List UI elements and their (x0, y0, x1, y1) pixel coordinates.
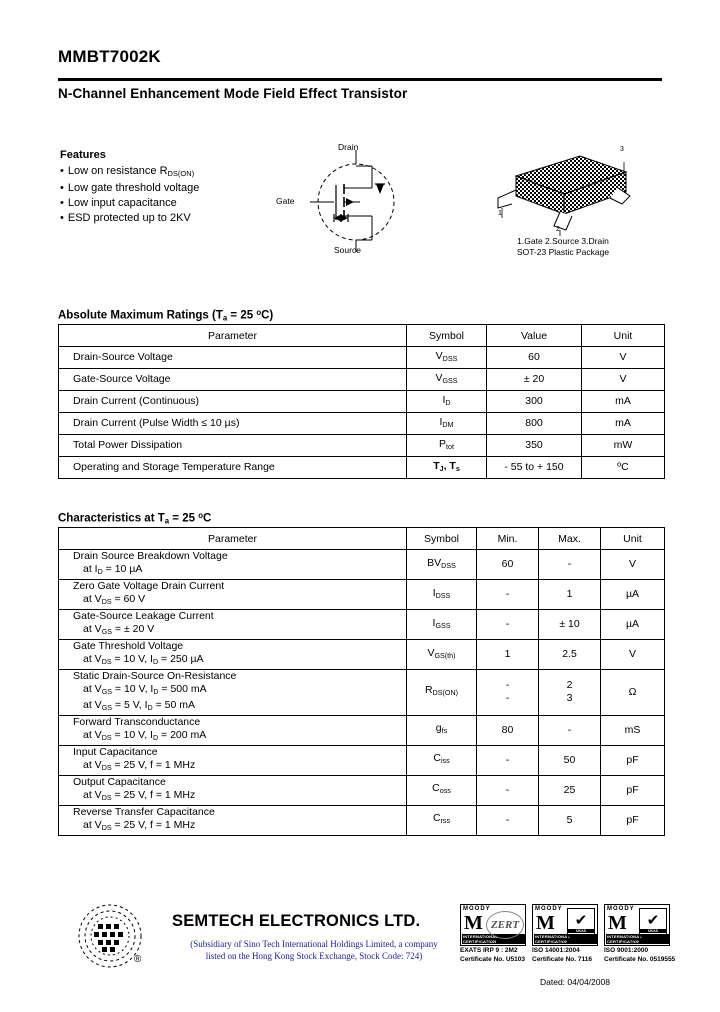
symbol-base: V (435, 349, 443, 362)
cell-symbol (407, 550, 477, 580)
table-row (59, 347, 665, 369)
cell-min: - (477, 610, 539, 640)
abs-caption-suffix: = 25 (227, 309, 257, 322)
cell-symbol (407, 715, 477, 745)
table-row (59, 413, 665, 435)
column-header-max: Max. (539, 528, 601, 550)
column-header-unit: Unit (601, 528, 665, 550)
cell-unit: V (582, 347, 665, 369)
cert-ukas-label: UKAS (568, 929, 594, 933)
table-row (59, 775, 665, 805)
symbol-sub: tot (446, 442, 454, 451)
cell-max: 2.5 (539, 640, 601, 670)
cell-value: ± 20 (487, 369, 582, 391)
cell-max-1: 2 (566, 679, 573, 692)
symbol-sub: rss (440, 816, 451, 825)
cell-symbol (407, 775, 477, 805)
package-pin-3-label: 3 (620, 146, 624, 153)
cell-symbol (407, 640, 477, 670)
param-title: Output Capacitance (73, 775, 166, 788)
cert-caption-line-1: EXATS IRP 9 : 2M2 (460, 947, 518, 954)
package-pin-2-label: 2 (556, 226, 560, 233)
char-caption-suffix: = 25 (169, 512, 199, 525)
cell-symbol (407, 805, 477, 835)
cell-parameter: Drain Current (Pulse Width ≤ 10 µs) (59, 413, 407, 435)
column-header-parameter: Parameter (59, 325, 407, 347)
symbol-sub: GS(th) (434, 651, 456, 660)
feature-item (60, 164, 280, 181)
symbol-base: C (432, 812, 441, 825)
certification-logos (460, 904, 676, 974)
cell-max-2: 3 (566, 692, 573, 705)
table-row (59, 435, 665, 457)
symbol-base: I (439, 415, 443, 428)
features-heading: Features (60, 149, 106, 161)
symbol-base: I (432, 586, 436, 599)
certification-badge (460, 904, 526, 964)
document-date: Dated: 04/04/2008 (540, 977, 610, 987)
cert-caption-line-2: Certificate No. 7116 (532, 956, 592, 963)
param-condition: at $V_{DS} = 10$ V, $I_D = 250$ µA (83, 653, 204, 666)
cert-ukas-box (639, 908, 667, 944)
cell-unit: V (601, 640, 665, 670)
package-caption (468, 236, 658, 258)
cell-parameter: Drain Current (Continuous) (59, 391, 407, 413)
symbol-base: C (433, 752, 441, 765)
cell-symbol (407, 347, 487, 369)
symbol-base: I (442, 393, 446, 406)
abs-caption-sub: a (222, 313, 228, 323)
symbol-sub-2: s (455, 464, 460, 473)
param-condition-2: at $V_{GS} = 5$ V, $I_D = 50$ mA (83, 698, 195, 712)
symbol-base: C (432, 782, 440, 795)
cert-ukas-label: UKAS (640, 929, 666, 933)
cell-unit: mA (582, 391, 665, 413)
cell-unit: mW (582, 435, 665, 457)
symbol-sub: D (445, 398, 451, 407)
symbol-sub: fs (441, 726, 448, 735)
cell-unit: Ω (601, 670, 665, 716)
registered-trademark-icon: ® (134, 954, 142, 965)
cell-max: ± 10 (539, 610, 601, 640)
cell-symbol (407, 413, 487, 435)
cell-value: 800 (487, 413, 582, 435)
cell-value: 60 (487, 347, 582, 369)
param-condition: at $V_{DS} = 10$ V, $I_D = 200$ mA (83, 728, 207, 742)
cell-min: - (477, 745, 539, 775)
sot23-package-svg (468, 142, 658, 238)
cert-badge-box (460, 904, 526, 946)
abs-caption-degree: o (256, 308, 262, 317)
cell-min: - (477, 775, 539, 805)
cell-unit: V (601, 550, 665, 580)
bullet-icon: • (60, 181, 64, 194)
cert-ukas-box (567, 908, 595, 944)
symbol-sub: GSS (435, 621, 451, 630)
cert-org-label: INTERNATIONAL CERTIFICATION (606, 934, 669, 944)
symbol-sub: DSS (435, 591, 451, 600)
cell-parameter (59, 670, 407, 716)
cell-unit: pF (601, 775, 665, 805)
cert-org-label: INTERNATIONAL CERTIFICATION (534, 934, 597, 944)
param-title: Gate Threshold Voltage (73, 640, 184, 653)
param-condition: at $V_{DS} = 25$ V, f = 1 MHz (83, 758, 196, 772)
cell-unit: pF (601, 745, 665, 775)
cell-parameter (59, 640, 407, 670)
cell-max: 25 (539, 775, 601, 805)
table-row (59, 640, 665, 670)
param-title: Zero Gate Voltage Drain Current (73, 580, 225, 593)
param-condition: at $V_{GS} = 10$ V, $I_D = 500$ mA (83, 683, 207, 696)
cell-value: - 55 to + 150 (487, 457, 582, 479)
column-header-parameter: Parameter (59, 528, 407, 550)
table-row (59, 670, 665, 716)
table-row (59, 391, 665, 413)
cell-symbol (407, 457, 487, 479)
cell-parameter (59, 805, 407, 835)
feature-item (60, 211, 280, 226)
cell-unit: mS (601, 715, 665, 745)
cell-value: 350 (487, 435, 582, 457)
cert-caption-line-2: Certificate No. U5103 (460, 956, 526, 963)
cell-symbol (407, 391, 487, 413)
cert-caption-line-1: ISO 9001:2000 (604, 947, 649, 954)
cell-symbol (407, 369, 487, 391)
symbol-sub: J (439, 464, 444, 473)
abs-caption-unit: C) (261, 309, 274, 322)
cert-caption-line-1: ISO 14001:2004 (532, 947, 580, 954)
symbol-base-2: , T (443, 459, 456, 472)
cell-value: 300 (487, 391, 582, 413)
semtech-logo (76, 902, 148, 974)
subsidiary-line-2: listed on the Hong Kong Stock Exchange, Stock Code: 724) (205, 951, 423, 961)
feature-item (60, 196, 280, 211)
cell-min: 60 (477, 550, 539, 580)
cell-unit: µA (601, 610, 665, 640)
absolute-max-heading (58, 308, 273, 322)
cell-max: - (539, 715, 601, 745)
cell-unit: mA (582, 413, 665, 435)
cell-parameter: Operating and Storage Temperature Range (59, 457, 407, 479)
characteristics-heading (58, 511, 211, 525)
cert-brand-label: MOODY (463, 906, 491, 912)
table-row (59, 369, 665, 391)
symbol-sub: oss (439, 786, 451, 795)
table-row (59, 805, 665, 835)
feature-text: Low gate threshold voltage (67, 181, 200, 194)
page-subtitle: N-Channel Enhancement Mode Field Effect Transistor (58, 86, 408, 101)
cell-unit: pF (601, 805, 665, 835)
symbol-base: I (432, 616, 436, 629)
symbol-sub: DM (442, 420, 454, 429)
cert-monogram: M (536, 912, 555, 934)
company-subsidiary-note (164, 938, 464, 962)
page-title: MMBT7002K (58, 47, 161, 66)
cell-parameter (59, 580, 407, 610)
cell-parameter (59, 610, 407, 640)
feature-text: Low input capacitance (67, 196, 177, 209)
cert-brand-label: MOODY (607, 906, 635, 912)
cell-symbol (407, 435, 487, 457)
mosfet-symbol-diagram (276, 140, 436, 265)
absolute-maximum-ratings-table (58, 324, 665, 479)
table-row (59, 715, 665, 745)
table-row (59, 745, 665, 775)
symbol-base: P (439, 437, 447, 450)
cert-badge-box (532, 904, 598, 946)
feature-item (60, 181, 280, 196)
cell-parameter (59, 715, 407, 745)
cell-min: - (477, 580, 539, 610)
param-condition: at $V_{DS} = 25$ V, f = 1 MHz (83, 788, 196, 802)
cell-unit: ºC (582, 457, 665, 479)
char-caption-unit: C (202, 512, 212, 525)
column-header-symbol: Symbol (407, 528, 477, 550)
crown-tick-icon: ✔ (646, 912, 660, 929)
cell-min-1: - (505, 679, 510, 692)
package-pin-caption: 1.Gate 2.Source 3.Drain (517, 236, 609, 246)
param-title: Reverse Transfer Capacitance (73, 805, 215, 818)
cell-max: 5 (539, 805, 601, 835)
cell-max: 50 (539, 745, 601, 775)
feature-text: ESD protected up to 2KV (67, 211, 191, 224)
param-condition: at $V_{DS} = 60$ V (83, 593, 146, 606)
certification-badge (532, 904, 598, 964)
characteristics-table (58, 527, 665, 836)
symbol-base: T (433, 459, 440, 472)
table-header-row (59, 325, 665, 347)
param-title: Forward Transconductance (73, 715, 201, 728)
page-footer (0, 896, 720, 1012)
cell-max: 1 (539, 580, 601, 610)
symbol-base: R (425, 684, 433, 697)
cell-min: 80 (477, 715, 539, 745)
cell-parameter: Gate-Source Voltage (59, 369, 407, 391)
table-header-row (59, 528, 665, 550)
feature-subscript: DS(ON) (167, 168, 195, 178)
param-title: Drain Source Breakdown Voltage (73, 550, 228, 563)
bullet-icon: • (60, 165, 64, 177)
cell-symbol (407, 580, 477, 610)
param-condition: at $I_D = 10$ µA (83, 563, 143, 576)
subsidiary-line-1: (Subsidiary of Sino Tech International Holdings Limited, a company (190, 939, 438, 949)
symbol-base: BV (427, 556, 442, 569)
symbol-drain-label: Drain (338, 142, 359, 152)
cert-caption-line-2: Certificate No. 0519555 (604, 956, 676, 963)
bullet-icon: • (60, 211, 64, 224)
symbol-gate-label: Gate (276, 196, 295, 206)
param-title: Input Capacitance (73, 745, 158, 758)
symbol-source-label: Source (334, 245, 361, 255)
param-title: Gate-Source Leakage Current (73, 610, 214, 623)
package-type-caption: SOT-23 Plastic Package (516, 247, 610, 257)
cell-symbol (407, 670, 477, 716)
cell-unit: µA (601, 580, 665, 610)
cell-symbol (407, 610, 477, 640)
feature-text: Low on resistance R (67, 165, 168, 177)
symbol-sub: DS(ON) (432, 689, 458, 698)
column-header-value: Value (487, 325, 582, 347)
cert-monogram: M (608, 912, 627, 934)
cell-max (539, 670, 601, 716)
symbol-sub: GSS (442, 376, 458, 385)
features-block (60, 149, 280, 226)
package-drawing (468, 142, 658, 267)
cell-parameter: Drain-Source Voltage (59, 347, 407, 369)
cert-brand-label: MOODY (535, 906, 563, 912)
cell-parameter (59, 775, 407, 805)
column-header-min: Min. (477, 528, 539, 550)
symbol-base: g (435, 722, 442, 735)
package-pin-1-label: 1 (498, 210, 502, 217)
cell-symbol (407, 745, 477, 775)
cell-parameter (59, 745, 407, 775)
abs-caption-prefix: Absolute Maximum Ratings (T (58, 309, 223, 322)
param-condition: at $V_{DS} = 25$ V, f = 1 MHz (83, 818, 196, 832)
symbol-sub: DSS (442, 354, 458, 363)
cell-min-2: - (505, 692, 510, 705)
char-caption-degree: o (198, 511, 203, 520)
column-header-symbol: Symbol (407, 325, 487, 347)
cell-min: - (477, 805, 539, 835)
cell-max: - (539, 550, 601, 580)
certification-badge (604, 904, 676, 964)
cell-min (477, 670, 539, 716)
title-divider (58, 78, 662, 81)
param-title: Static Drain-Source On-Resistance (73, 670, 237, 682)
symbol-sub: iss (440, 756, 450, 765)
cell-parameter: Total Power Dissipation (59, 435, 407, 457)
cert-monogram: M (464, 912, 483, 934)
char-caption-sub: a (164, 516, 170, 526)
cell-parameter (59, 550, 407, 580)
table-row (59, 457, 665, 479)
symbol-sub: DSS (441, 561, 456, 570)
cell-min: 1 (477, 640, 539, 670)
bullet-icon: • (60, 196, 64, 209)
table-row (59, 550, 665, 580)
symbol-base: V (427, 646, 435, 659)
symbol-base: V (435, 371, 443, 384)
table-row (59, 580, 665, 610)
crown-tick-icon: ✔ (574, 912, 588, 929)
table-row (59, 610, 665, 640)
cert-org-label: INTERNATIONAL CERTIFICATION (462, 934, 525, 944)
param-condition: at $V_{GS}$ = ± 20 V (83, 623, 155, 636)
cert-badge-box (604, 904, 670, 946)
cert-zert-seal: ZERT (486, 911, 524, 939)
column-header-unit: Unit (582, 325, 665, 347)
company-name: SEMTECH ELECTRONICS LTD. (172, 912, 421, 930)
cell-unit: V (582, 369, 665, 391)
char-caption-prefix: Characteristics at T (58, 512, 165, 525)
